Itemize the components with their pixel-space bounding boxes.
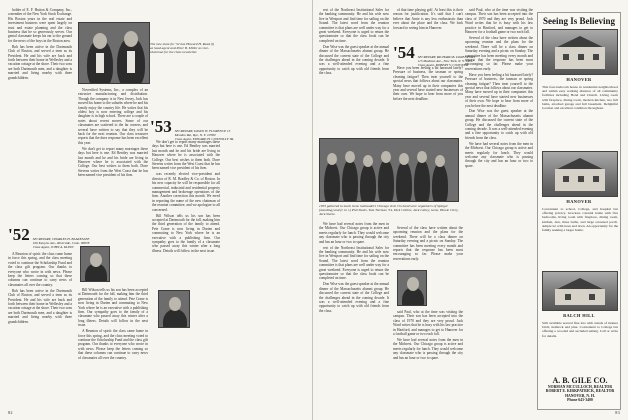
left-column-3 <box>152 140 220 404</box>
paragraph: We have had several notes from the men in the Midwest. Our Chicago group is active and meets regularly for lunch. They would welcome any classmate who is passing through the city and has an hour or two to spare. <box>393 337 463 360</box>
left-column-1-bottom <box>8 252 72 404</box>
class-secretary: SECRETARY, DAVID W. FLORENCE 15 Mendon Rd., Rye, N. Y. 10580 Class Agent, EDWARD H. CONNOLLY JR. <box>174 129 234 141</box>
house-label-1: HANOVER <box>566 77 592 82</box>
left-column-1 <box>8 8 72 230</box>
agency-name: A. B. GILE CO. <box>552 375 608 385</box>
paragraph: said Paul, who at the time was visiting the campus. Their son has been accepted into the class of 1970 and they are very proud. Jack Ward writes that he is busy with his law practice in Hartford, and manages to get to Hanover for a football game or two each fall. <box>393 310 463 337</box>
paragraph: Bob has been active in the Dartmouth Club of Boston, and served a term as its President. He and his wife are back and forth between their home in Wellesley and a vacation cottage at the shore. Their two sons are both Dartmouth men, and a daughter is married and living nearby with three grandchildren. <box>8 288 72 324</box>
ad-text-1: This four-bedroom house in residential neighborhood and within easy walking distance of all community facilities including Hotel and Church. Living room with fireplace, dining room, modern kitchen, two full baths, attached garage and full basement. Delightful location and excellent condition throughout. <box>542 85 618 111</box>
paragraph: said Paul, who at the time was visiting the campus. Their son has been accepted into the class of 1970 and they are very proud. Jack Ward writes that he is busy with his law practice in Hartford, and manages to get to Hanover for a football game or two each fall. <box>465 8 533 35</box>
class-officers-photo <box>78 22 150 84</box>
left-page <box>0 0 313 420</box>
paragraph: We have had several notes from the men in the Midwest. Our Chicago group is active and meets regularly for lunch. They would welcome any classmate who is passing through the city and has an hour or two to spare. <box>465 141 533 168</box>
paragraph: We don't get to report many marriages these days but here is one. Ed Bentley was married last month and he and his bride are living in Hanover where he is associated with the College. Our best wishes to them both. Dave Stevens writes from the West Coast that he has been named vice president of his firm. <box>152 140 220 171</box>
agency-line: Phone 643-3400 <box>567 398 593 403</box>
photo-caption: The new team for '52 has Howard H. Read (l) as head agent and Peter B. Miller as vice-chairman for the class newsletter. <box>150 42 215 55</box>
ad-text-2: Convenient to school, College, and hospital but offering privacy. Gracious colonial home with five bedrooms, living room with fireplace, dining room, kitchen, den, three baths, and large screened porch. Ample lot with trees and lawn. An opportunity for the family seeking a larger home. <box>542 207 618 233</box>
paragraph: of that time playing golf. At least this is their reason for justification. It's said that I can't believe that Arnie is any less enthusiastic than ever about the place and the class. We look forward to seeing him in Hanover. <box>393 8 463 30</box>
left-column-2-bottom <box>78 288 148 404</box>
house-photo-3 <box>542 271 618 311</box>
left-column-2 <box>78 88 148 236</box>
agency-line: NORMAN MCCULLOCH, REALTOR <box>547 384 613 389</box>
paragraph: Have you been feeling a bit harassed lately? Pressure of business, the taxman or spring cleaning fatigue? Then treat yourself to the special news that follows about our classmates. Many have moved up in their companies this year and several have started new businesses of their own. We hope to hear from more of you before the next deadline. <box>393 66 463 101</box>
portrait-photo <box>80 246 110 282</box>
class-year: '53 <box>150 117 172 136</box>
paragraph: Bill Wilson tells us his son has been accepted at Dartmouth for the fall, making him the third generation of the family to attend. Pete Crane is now living in Darien and commuting to New York where he is an executive with a publishing firm. Our sympathy goes to the family of a classmate who passed away this winter after a long illness. Details will follow in the next issue. <box>78 288 148 328</box>
house-label-3: BALCH HILL <box>563 313 595 318</box>
right-page <box>313 0 628 420</box>
right-column-2-body <box>393 66 463 136</box>
right-column-1 <box>319 8 389 138</box>
paragraph: Several of the class have written about the upcoming reunion and the plans for the weekend. There will be a class dinner on Saturday evening and a picnic on Sunday. The committee has been meeting every month and reports that the response has been most encouraging so far. Please make your reservations early. <box>465 35 533 71</box>
right-column-3 <box>465 8 533 404</box>
paragraph: Don Wise was the guest speaker at the annual dinner of the Massachusetts alumni group. He discussed the current state of the College and the challenges ahead in the coming decade. It was a well-attended evening and a fine opportunity to catch up with old friends from the class. <box>319 44 389 76</box>
class-year: '52 <box>8 225 30 244</box>
group-photo-caption: 1953 gathered to mark Gene Gallaudet's Chicago visit. On hand were organizers of Spiegel (standing) and (l. to r.) Phil Davis, Tom Tierman '54, Dick Collins, Jack Cahey, Gene, Howie Clery, Jack Steele. <box>319 204 459 217</box>
paragraph: Several of the class have written about the upcoming reunion and the plans for the weekend. There will be a class dinner on Saturday evening and a picnic on Sunday. The committee has been meeting every month and reports that the response has been most encouraging so far. Please make your reservations early. <box>393 226 463 261</box>
page-number: 83 <box>615 410 620 415</box>
paragraph: Don Wise was the guest speaker at the annual dinner of the Massachusetts alumni group. He discussed the current state of the College and the challenges ahead in the coming decade. It was a well-attended evening and a fine opportunity to catch up with old friends from the class. <box>465 109 533 140</box>
class-year: '54 <box>393 43 415 62</box>
ad-title: Seeing Is Believing <box>542 16 615 26</box>
ad-text-3: Still available several fine lots with stands of mature birch, hemlock and pine. Convenient to College but offering a wooded and secluded setting. Call or write for details. <box>542 321 618 338</box>
house-photo-1 <box>542 29 618 75</box>
paragraph: A Reunion of spirit: the class came home in force this spring, and the class meeting voted to continue the Scholarship Fund and the class gift program. Our thanks to everyone who wrote in with news. Please keep the letters coming so that these columns can continue to carry news of classmates all over the country. <box>8 252 72 287</box>
right-column-2-end <box>393 310 463 404</box>
paragraph: Bob has been active in the Dartmouth Club of Boston, and served a term as its President. He and his wife are back and forth between their home in Wellesley and a vacation cottage at the shore. Their two sons are both Dartmouth men, and a daughter is married and living nearby with three grandchildren. <box>8 44 72 80</box>
portrait-photo <box>158 290 190 328</box>
paragraph: was recently elected vice-president and director of R. M. Bradley & Co. of Boston. In his new capacity he will be responsible for all commercial, industrial and residential property management and brokerage operations of the firm. Another correction this month. We erred in reporting the name of the new chairman of the reunion committee, and we apologize to all concerned. <box>152 172 220 212</box>
house-photo-2 <box>542 151 618 197</box>
paragraph: Don Wise was the guest speaker at the annual dinner of the Massachusetts alumni group. He discussed the current state of the College and the challenges ahead in the coming decade. It was a well-attended evening and a fine opportunity to catch up with old friends from the class. <box>319 282 389 313</box>
paragraph: rest of the Northeast Institutional Sales for the banking community. He and his wife now live in Westport and find time for sailing on the Sound. The latest word from the reunion committee is that plans are well under way for a great weekend. Everyone is urged to return the questionnaire so that the class book can be completed on time. <box>319 8 389 43</box>
class-secretary: SECRETARY, CHARLES H. BLAKESLEE 106 Kenyon Ave., Riverside, Conn. 06878 Class Agent, JOHN A. KLEIN <box>32 237 90 249</box>
paragraph: A Reunion of spirit: the class came home in force this spring, and the class meeting voted to continue the Scholarship Fund and the class gift program. Our thanks to everyone who wrote in with news. Please keep the letters coming so that these columns can continue to carry news of classmates all over the country. <box>78 329 148 360</box>
right-column-1-bottom <box>319 222 389 404</box>
paragraph: We have had several notes from the men in the Midwest. Our Chicago group is active and meets regularly for lunch. They would welcome any classmate who is passing through the city and has an hour or two to spare. <box>319 222 389 244</box>
class-secretary: SECRETARY, RICHARD B. DAVENPORT 115 Madison Ave., New York, N. Y. 10017 Class Agent, ROBERT V. CONOVER <box>417 55 476 67</box>
paragraph: Bill Wilson tells us his son has been accepted at Dartmouth for the fall, making him the third generation of the family to attend. Pete Crane is now living in Darien and commuting to New York where he is an executive with a publishing firm. Our sympathy goes to the family of a classmate who passed away this winter after a long illness. Details will follow in the next issue. <box>152 213 220 253</box>
paragraph: Have you been feeling a bit harassed lately? Pressure of business, the taxman or spring cleaning fatigue? Then treat yourself to the special news that follows about our classmates. Many have moved up in their companies this year and several have started new businesses of their own. We hope to hear from more of you before the next deadline. <box>465 72 533 108</box>
right-column-2 <box>393 8 463 44</box>
paragraph: holder of E. F. Hutton & Company, Inc., a member of the New York Stock Exchange. His Boston years in the real estate and investment business were spent largely on trust and estate planning and the class business that he so generously serves. Our genial classmate keeps his ear to the ground for the news of the boys in the Boston area. <box>8 8 72 43</box>
paragraph: We don't get to report many marriages these days but here is one. Ed Bentley was married last month and he and his bride are living in Hanover where he is associated with the College. Our best wishes to them both. Dave Stevens writes from the West Coast that he has been named vice president of his firm. <box>78 146 148 178</box>
paragraph: Noverified Systems, Inc., a complex of an extrusive manufacturing and distribution. Though the company is in New Jersey, Jack has moved his home to the suburbs where he and his family enjoy the country life. He writes that his oldest boy is now entering college and his daughter is in high school. There are a couple of notes about recent moves. Some of our classmates are scattered to the far corners, and several have written to say that they will be back for the next reunion. Our class treasurer reports that the dues response has been excellent this year. <box>78 88 148 145</box>
agency-line: ROBERT E. KIRKPATRICK, REALTOR <box>545 389 615 394</box>
house-label-2: HANOVER <box>566 199 592 204</box>
real-estate-ad <box>537 12 621 410</box>
agency-line: HANOVER, N. H. <box>565 393 595 398</box>
group-photo <box>319 138 459 202</box>
agency-block <box>542 376 618 403</box>
portrait-photo <box>397 270 427 306</box>
class-53-heading <box>150 118 235 141</box>
paragraph: rest of the Northeast Institutional Sales for the banking community. He and his wife now live in Westport and find time for sailing on the Sound. The latest word from the reunion committee is that plans are well under way for a great weekend. Everyone is urged to return the questionnaire so that the class book can be completed on time. <box>319 245 389 281</box>
right-column-2-bottom <box>393 226 463 266</box>
page-number: 82 <box>8 410 13 415</box>
